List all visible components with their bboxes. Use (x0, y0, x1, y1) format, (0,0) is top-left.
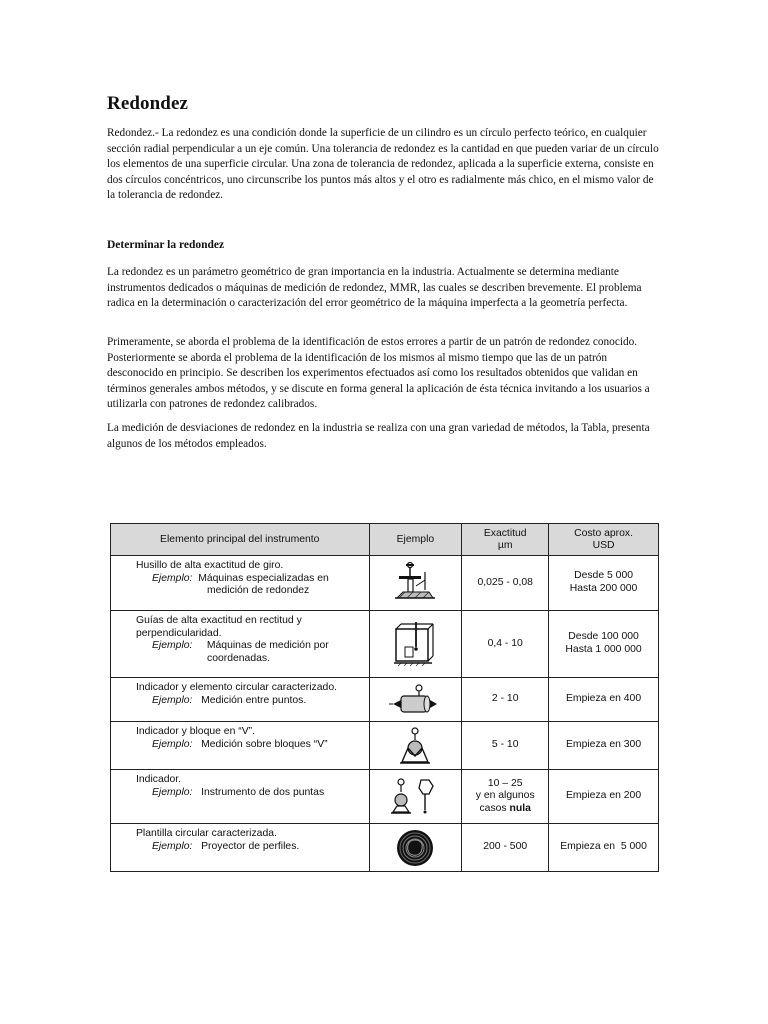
element-cell (111, 770, 370, 824)
example-label: Ejemplo: (152, 840, 193, 852)
example-text: medición de redondez (207, 585, 310, 597)
cost-cell (549, 556, 659, 611)
cost-text: Desde 5 000 (574, 570, 634, 582)
element-text: Guías de alta exactitud en rectitud y (136, 615, 302, 626)
element-text: Indicador y bloque en “V”. (136, 726, 255, 737)
example-label: Ejemplo: (152, 572, 193, 584)
section-title: Determinar la redondez (107, 239, 225, 251)
element-cell (111, 722, 370, 770)
cost-text: Empieza en 200 (566, 790, 642, 802)
cost-cell (549, 611, 659, 678)
two-point-icon (387, 776, 443, 818)
accuracy-cell (462, 770, 549, 824)
cost-text: Desde 100 000 (568, 631, 639, 643)
header-accuracy-line2: µm (497, 539, 513, 551)
cost-text: Empieza en 400 (566, 693, 642, 705)
table-header-row (111, 524, 659, 556)
element-text: Husillo de alta exactitud de giro. (136, 560, 284, 571)
paragraph-2: Primeramente, se aborda el problema de la identificación de estos errores a partir de un patrón de redondez conocido. Posteriormente se aborda el problema de la identificación de los mismos al mismo tiempo que las de un patrón desconocido en principio. Se describen los experimentos efectuados así como los resultados obtenidos que validan en términos generales ambos métodos, y se discute en forma general la aplicación de ésta técnica invitando a los usuarios a utilizarla con patrones de redondez calibrados. (107, 336, 650, 410)
example-image-cell (369, 678, 462, 722)
spindle-icon (391, 560, 439, 606)
element-cell (111, 824, 370, 872)
example-image-cell (369, 556, 462, 611)
header-cost-line1: Costo aprox. (574, 527, 633, 539)
accuracy-text: casos (479, 802, 507, 814)
accuracy-text: y en algunos (475, 790, 535, 802)
example-text: Medición sobre bloques “V” (201, 738, 328, 750)
header-cost-line2: USD (592, 539, 615, 551)
cost-cell (549, 678, 659, 722)
example-text: Máquinas de medición por (206, 640, 329, 652)
element-text: perpendicularidad. (136, 627, 222, 639)
table-row (111, 722, 659, 770)
example-text: Máquinas especializadas en (198, 572, 329, 584)
cmm-icon (392, 619, 438, 669)
header-cost (549, 524, 659, 556)
header-example: Ejemplo (369, 524, 462, 556)
element-cell (111, 678, 370, 722)
paragraph-3: La medición de desviaciones de redondez en la industria se realiza con una gran variedad de métodos, la Tabla, presenta algunos de los métodos empleados. (107, 422, 650, 450)
intro-paragraph: Redondez.- La redondez es una condición donde la superficie de un cilindro es un círculo perfecto teórico, en cualquier sección radial perpendicular a un eje común. Una tolerancia de redondez es la cantidad en que pueden variar de un círculo los elementos de una superficie circular. Una zona de tolerancia de redondez, aplicada a la superficie externa, consiste en dos círculos concéntricos, uno circunscribe los puntos más altos y el otro es radialmente más chico, en el mismo valor de la tolerancia de redondez. (107, 127, 659, 201)
v-block-icon (398, 726, 432, 766)
example-text: Proyector de perfiles. (201, 840, 300, 852)
accuracy-cell: 2 - 10 (462, 678, 549, 722)
accuracy-cell: 0,025 - 0,08 (462, 556, 549, 611)
methods-table (110, 523, 659, 872)
cost-text: Empieza en 300 (566, 739, 642, 751)
between-centers-icon (387, 682, 443, 718)
accuracy-text: 10 – 25 (487, 777, 523, 789)
accuracy-bold-text: nula (509, 802, 531, 814)
header-accuracy-line1: Exactitud (483, 527, 527, 539)
example-image-cell (369, 770, 462, 824)
table-row (111, 678, 659, 722)
paragraph-1: La redondez es un parámetro geométrico de gran importancia en la industria. Actualmente se determina mediante instrumentos dedicados o máquinas de medición de redondez, MMR, las cuales se describen brevemente. El problema radica en la determinación o caracterización del error geométrico de la máquina imperfecta a la geometría perfecta. (107, 266, 642, 309)
accuracy-cell: 5 - 10 (462, 722, 549, 770)
accuracy-cell: 0,4 - 10 (462, 611, 549, 678)
cost-cell (549, 770, 659, 824)
cost-text: Hasta 1 000 000 (565, 644, 642, 655)
example-text: Instrumento de dos puntas (201, 786, 325, 798)
page-title: Redondez (107, 93, 189, 114)
example-label: Ejemplo: (152, 640, 193, 652)
table-row (111, 611, 659, 678)
example-label: Ejemplo: (152, 786, 193, 798)
example-label: Ejemplo: (152, 694, 193, 706)
cost-text: Hasta 200 000 (569, 583, 638, 594)
element-cell (111, 611, 370, 678)
example-image-cell (369, 611, 462, 678)
cost-cell (549, 722, 659, 770)
example-text: Medición entre puntos. (201, 694, 307, 706)
table-row (111, 824, 659, 872)
element-cell (111, 556, 370, 611)
table-row (111, 556, 659, 611)
table-row (111, 770, 659, 824)
cost-cell (549, 824, 659, 872)
accuracy-cell: 200 - 500 (462, 824, 549, 872)
example-label: Ejemplo: (152, 738, 193, 750)
element-text: Indicador y elemento circular caracterizado. (136, 682, 337, 693)
header-accuracy (462, 524, 549, 556)
header-element: Elemento principal del instrumento (111, 524, 370, 556)
example-text: coordenadas. (207, 652, 270, 664)
profile-projector-icon (395, 828, 435, 868)
element-text: Indicador. (136, 774, 182, 785)
cost-text: Empieza en 5 000 (560, 841, 647, 853)
example-image-cell (369, 722, 462, 770)
element-text: Plantilla circular caracterizada. (136, 828, 277, 839)
example-image-cell (369, 824, 462, 872)
